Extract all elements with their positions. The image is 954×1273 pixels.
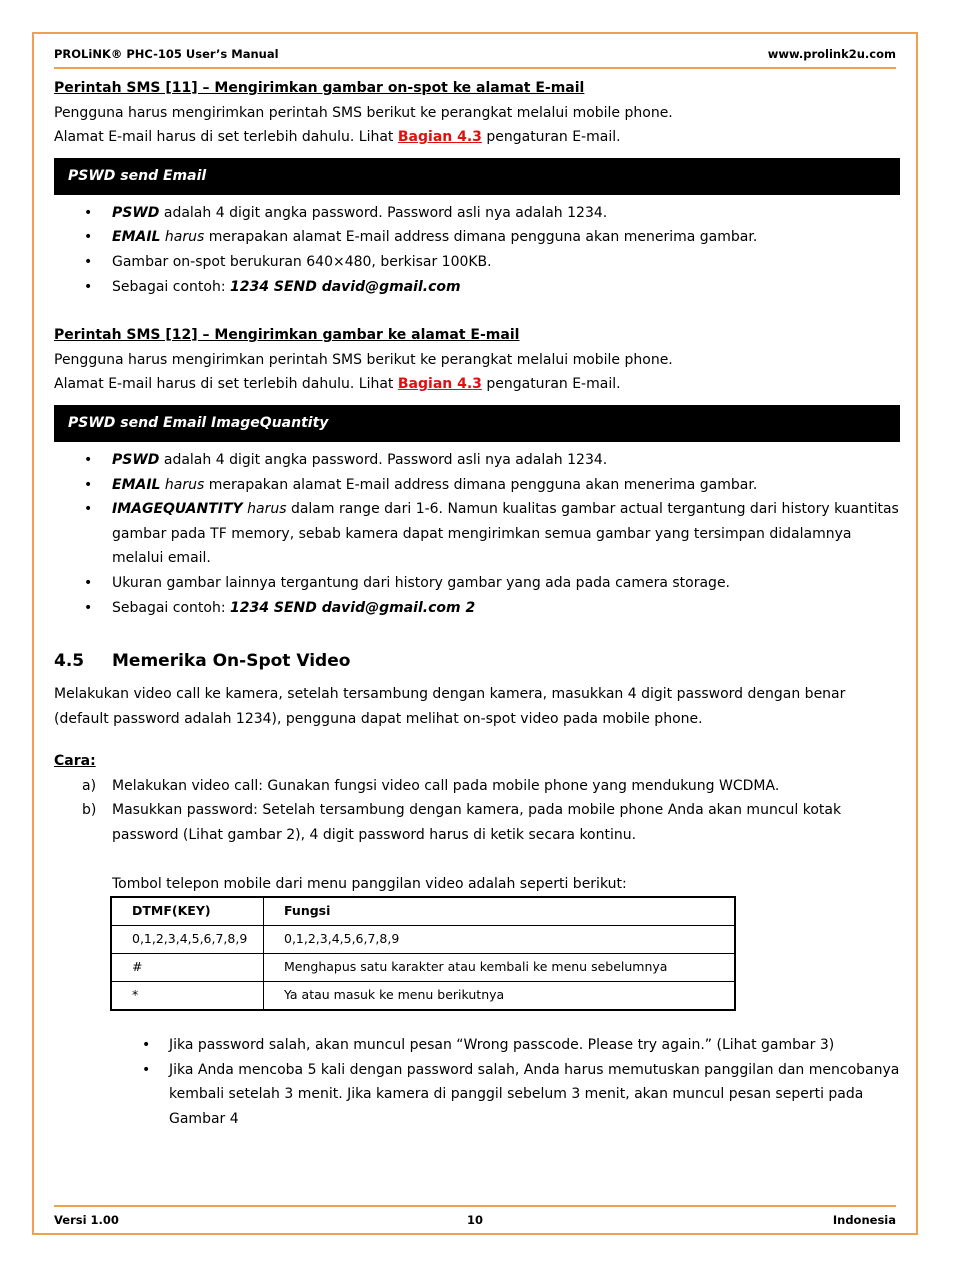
column-header: Fungsi bbox=[264, 897, 736, 926]
table-cell: 0,1,2,3,4,5,6,7,8,9 bbox=[111, 926, 264, 954]
cara-label: Cara: bbox=[54, 753, 96, 770]
step-item: b) Masukkan password: Setelah tersambung dengan kamera, pada mobile phone Anda akan muncul kotak password (Lihat gambar 2), 4 digit password harus di ketik secara kontinu. bbox=[82, 802, 842, 844]
list-item: • EMAIL harus merapakan alamat E-mail address dimana pengguna akan menerima gambar. bbox=[112, 473, 900, 498]
sms11-line2: Alamat E-mail harus di set terlebih dahulu. Lihat Bagian 4.3 pengaturan E-mail. bbox=[54, 129, 621, 146]
footer-page-number: 10 bbox=[466, 1213, 483, 1227]
list-item: • IMAGEQUANTITY harus dalam range dari 1-6. Namun kualitas gambar actual tergantung dari history kuantitas gambar pada TF memory, sebab kamera dapat mengirimkan semua gambar yang tersimpan didalamnya melalui email. bbox=[112, 497, 900, 571]
step-item: a) Melakukan video call: Gunakan fungsi video call pada mobile phone yang mendukung WCDMA. bbox=[82, 777, 780, 794]
bagian-4-3-link[interactable]: Bagian 4.3 bbox=[397, 376, 482, 393]
list-item: • PSWD adalah 4 digit angka password. Password asli nya adalah 1234. bbox=[112, 448, 900, 473]
section-intro: Melakukan video call ke kamera, setelah tersambung dengan kamera, masukkan 4 digit password dengan benar (default password adalah 1234), pengguna dapat melihat on-spot video pada mobile phone. bbox=[54, 686, 846, 727]
table-row bbox=[111, 982, 735, 1011]
sms12-title: Perintah SMS [12] – Mengirimkan gambar ke alamat E-mail bbox=[54, 327, 520, 344]
sms12-command-bar: PSWD send Email ImageQuantity bbox=[54, 405, 900, 442]
table-cell: Menghapus satu karakter atau kembali ke menu sebelumnya bbox=[264, 954, 736, 982]
list-item: • Jika Anda mencoba 5 kali dengan password salah, Anda harus memutuskan panggilan dan mencobanya kembali setelah 3 menit. Jika kamera di panggil sebelum 3 menit, akan muncul pesan seperti pada Gambar 4 bbox=[169, 1058, 900, 1132]
table-cell: 0,1,2,3,4,5,6,7,8,9 bbox=[264, 926, 736, 954]
sms11-title: Perintah SMS [11] – Mengirimkan gambar on-spot ke alamat E-mail bbox=[54, 80, 585, 96]
sms12-line1: Pengguna harus mengirimkan perintah SMS berikut ke perangkat melalui mobile phone. bbox=[54, 351, 673, 368]
list-item: • EMAIL harus merapakan alamat E-mail address dimana pengguna akan menerima gambar. bbox=[112, 225, 900, 250]
sms12-bullets bbox=[54, 448, 900, 620]
password-bullets bbox=[54, 1033, 900, 1131]
page-header bbox=[54, 47, 896, 69]
table-cell: Ya atau masuk ke menu berikutnya bbox=[264, 982, 736, 1011]
sms11-line1: Pengguna harus mengirimkan perintah SMS berikut ke perangkat melalui mobile phone. bbox=[54, 104, 673, 121]
list-item: • Ukuran gambar lainnya tergantung dari history gambar yang ada pada camera storage. bbox=[112, 571, 900, 596]
list-item: • Sebagai contoh: 1234 SEND david@gmail.com 2 bbox=[112, 596, 900, 621]
table-row bbox=[111, 954, 735, 982]
steps-list bbox=[54, 774, 900, 848]
list-item: • Gambar on-spot berukuran 640×480, berkisar 100KB. bbox=[112, 250, 900, 275]
list-item: • Jika password salah, akan muncul pesan “Wrong passcode. Please try again.” (Lihat gambar 3) bbox=[169, 1033, 900, 1058]
footer-version: Versi 1.00 bbox=[54, 1213, 119, 1227]
page-content bbox=[54, 76, 900, 1132]
page-footer bbox=[54, 1205, 896, 1231]
table-cell: * bbox=[111, 982, 264, 1011]
footer-language: Indonesia bbox=[832, 1213, 896, 1227]
list-item: • Sebagai contoh: 1234 SEND david@gmail.com bbox=[112, 275, 900, 300]
sms11-command-bar: PSWD send Email bbox=[54, 158, 900, 195]
sms12-line2: Alamat E-mail harus di set terlebih dahulu. Lihat Bagian 4.3 pengaturan E-mail. bbox=[54, 376, 621, 393]
column-header: DTMF(KEY) bbox=[111, 897, 264, 926]
table-intro: Tombol telepon mobile dari menu panggilan video adalah seperti berikut: bbox=[112, 875, 627, 892]
list-item: • PSWD adalah 4 digit angka password. Password asli nya adalah 1234. bbox=[112, 201, 900, 226]
table-row bbox=[111, 926, 735, 954]
section-heading: 4.5 Memerika On-Spot Video bbox=[54, 651, 351, 672]
header-website[interactable]: www.prolink2u.com bbox=[767, 47, 896, 61]
bagian-4-3-link[interactable]: Bagian 4.3 bbox=[397, 129, 482, 146]
header-manual-title: PROLiNK® PHC-105 User’s Manual bbox=[54, 47, 279, 61]
sms11-bullets bbox=[54, 201, 900, 299]
table-cell: # bbox=[111, 954, 264, 982]
dtmf-table bbox=[110, 896, 736, 1011]
table-header-row bbox=[111, 897, 735, 926]
